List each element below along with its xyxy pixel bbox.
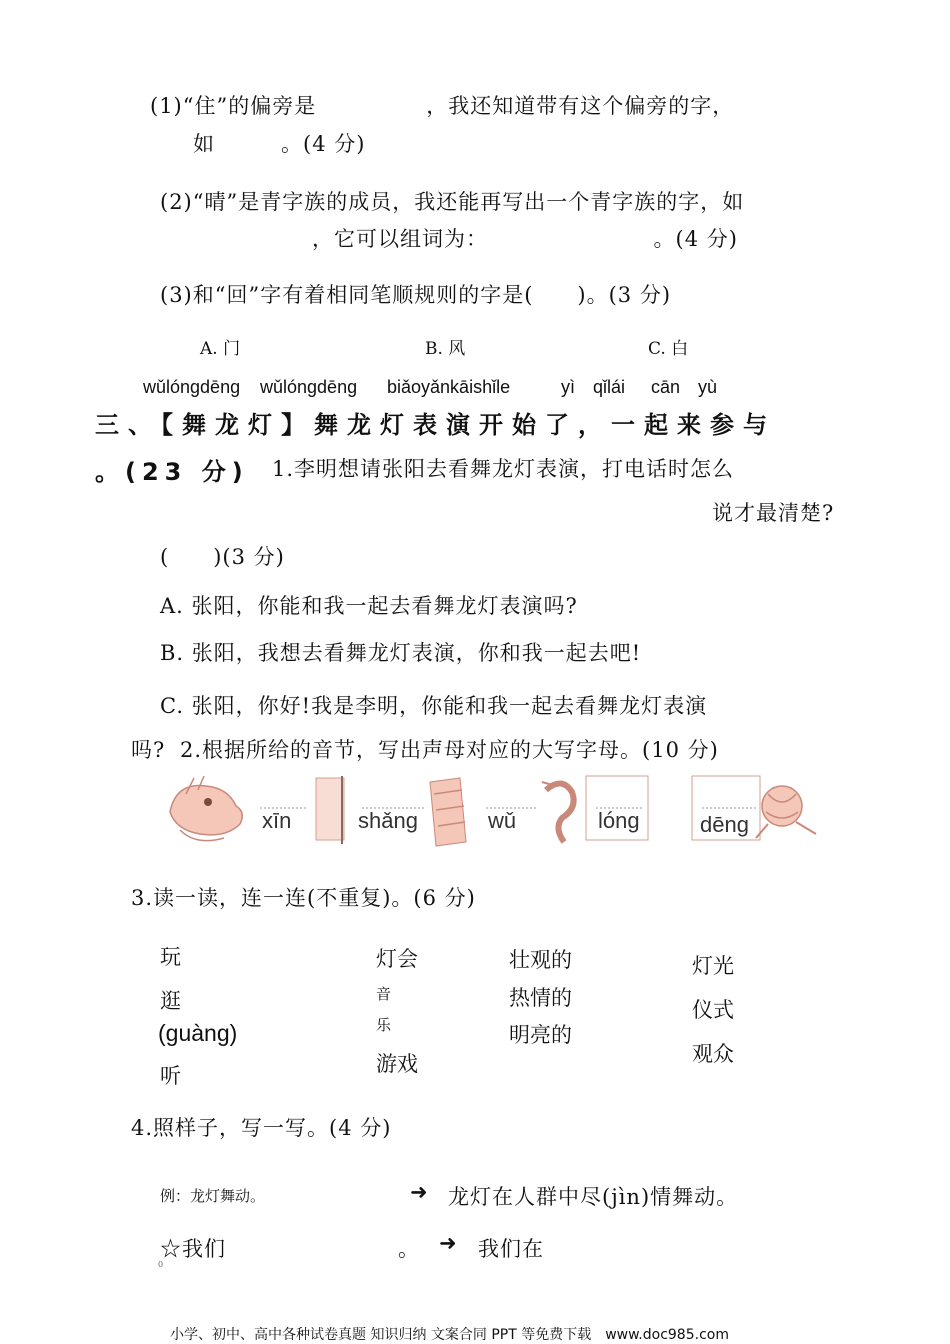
match-col2-2b[interactable]: 乐 xyxy=(376,1016,392,1034)
q4-item-left[interactable]: ☆我们 xyxy=(160,1237,226,1261)
match-col2-1[interactable]: 灯会 xyxy=(376,947,418,971)
s3-q1-option-b: B. 张阳，我想去看舞龙灯表演，你和我一起去吧! xyxy=(160,641,642,665)
syllable-deng: dēng xyxy=(700,812,749,837)
q4-item-mid: 。 xyxy=(398,1237,420,1261)
match-col1-3[interactable]: 听 xyxy=(160,1064,181,1088)
syllable-wu: wǔ xyxy=(488,808,517,833)
s3-q1-option-a: A. 张阳，你能和我一起去看舞龙灯表演吗? xyxy=(160,594,578,618)
lantern-pole-1 xyxy=(316,776,344,844)
q2-line1: (2)“晴”是青字族的成员，我还能再写出一个青字族的字，如 xyxy=(160,190,745,214)
pinyin-5: qǐlái xyxy=(593,377,626,397)
q4-arrow-icon-2: ➜ xyxy=(439,1231,458,1255)
q4-arrow-icon: ➜ xyxy=(410,1180,429,1204)
s3-q1-blank: ( )(3 分) xyxy=(160,545,285,569)
pinyin-6: cān xyxy=(651,377,681,397)
dragon-tail-1 xyxy=(542,782,574,842)
q3-option-a: A. 门 xyxy=(200,339,241,359)
q3-option-c: C. 白 xyxy=(648,339,689,359)
q4-example-right: 龙灯在人群中尽(jìn)情舞动。 xyxy=(448,1185,739,1209)
tiny-mark: 0 xyxy=(158,1260,164,1269)
s3-q1-option-c: C. 张阳，你好!我是李明，你能和我一起去看舞龙灯表演 xyxy=(160,694,708,718)
q4-example-left: 例：龙灯舞动。 xyxy=(160,1187,266,1205)
q1-line1: (1)“住”的偏旁是 ，我还知道带有这个偏旁的字， xyxy=(150,94,735,118)
q3-option-b: B. 风 xyxy=(425,339,466,359)
pinyin-4: yì xyxy=(561,377,576,397)
lantern-ball-icon xyxy=(756,786,816,838)
pinyin-2: wǔlóngdēng xyxy=(260,377,358,397)
section3-heading: 三、【舞龙灯】舞龙灯表演开始了，一起来参与 xyxy=(95,411,776,439)
dragon-head-icon xyxy=(170,776,242,841)
pinyin-3: biǎoyǎnkāishǐle xyxy=(387,377,511,397)
s3-q3-title: 3.读一读，连一连(不重复)。(6 分) xyxy=(131,886,476,910)
dragon-body-1 xyxy=(430,778,466,846)
match-col2-3[interactable]: 游戏 xyxy=(376,1052,418,1076)
match-col3-1[interactable]: 壮观的 xyxy=(509,948,572,972)
s3-q1-text: 1.李明想请张阳去看舞龙灯表演，打电话时怎么 xyxy=(272,457,735,481)
match-col4-2[interactable]: 仪式 xyxy=(692,998,734,1022)
q2-line2: ，它可以组词为： 。(4 分) xyxy=(312,227,738,251)
q3-question: (3)和“回”字有着相同笔顺规则的字是( )。(3 分) xyxy=(160,283,672,307)
match-col3-2[interactable]: 热情的 xyxy=(509,986,572,1010)
s3-q1-option-c-tail: 吗? xyxy=(131,738,166,762)
match-col3-3[interactable]: 明亮的 xyxy=(509,1023,572,1047)
q1-line2: 如 。(4 分) xyxy=(193,132,366,156)
pinyin-7: yù xyxy=(698,377,718,397)
pinyin-1: wǔlóngdēng xyxy=(143,377,241,397)
match-col2-2a[interactable]: 音 xyxy=(376,985,392,1003)
section3-heading-tail: 。(23 分) xyxy=(95,458,249,486)
s3-q2-text: 2.根据所给的音节，写出声母对应的大写字母。(10 分) xyxy=(180,738,719,762)
match-col1-1[interactable]: 玩 xyxy=(160,945,181,969)
match-col1-2-pinyin: (guàng) xyxy=(158,1020,238,1046)
q4-item-right[interactable]: 我们在 xyxy=(478,1237,544,1261)
syllable-xin: xīn xyxy=(262,808,292,833)
dragon-lantern-strip xyxy=(166,772,826,848)
s3-q4-title: 4.照样子，写一写。(4 分) xyxy=(131,1116,392,1140)
match-col4-3[interactable]: 观众 xyxy=(692,1042,734,1066)
syllable-shang: shǎng xyxy=(358,808,418,833)
footer-text: 小学、初中、高中各种试卷真题 知识归纳 文案合同 PPT 等免费下载 www.doc985.com xyxy=(170,1327,729,1343)
s3-q1-text2: 说才最清楚? xyxy=(712,501,835,525)
syllable-long: lóng xyxy=(598,808,640,833)
match-col1-2[interactable]: 逛 xyxy=(160,989,181,1013)
match-col4-1[interactable]: 灯光 xyxy=(692,954,734,978)
